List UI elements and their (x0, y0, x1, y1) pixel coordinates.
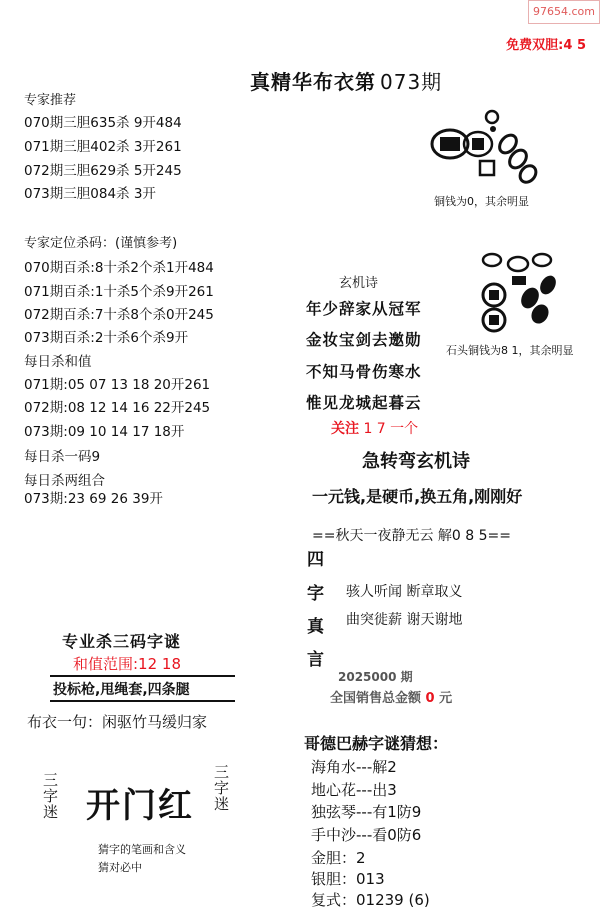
turn-poem-title: 急转弯玄机诗 (362, 451, 470, 472)
goldbach-title: 哥德巴赫字谜猜想： (304, 734, 449, 753)
multi-combo: 复式：01239 (6) (311, 891, 430, 909)
four-char-column: 言 (307, 650, 324, 670)
daily-sum-line: 072期:08 12 14 16 22开245 (24, 400, 211, 416)
position-kill-heading: 专家定位杀码：(谨慎参考) (24, 236, 178, 251)
expert-line: 070期三胆635杀 9开484 (24, 115, 182, 131)
silver-dan: 银胆：013 (311, 870, 385, 888)
sum-range: 和值范围:12 18 (73, 655, 181, 673)
xuanji-line: 金妆宝剑去邀勋 (306, 331, 422, 349)
expert-line: 073期三胆084杀 3开 (24, 186, 156, 202)
follow-label: 关注 (331, 421, 359, 437)
sales-issue: 2025000 期 (338, 670, 413, 684)
riddle-hint: 猜字的笔画和含义 (98, 843, 186, 856)
divider (50, 675, 235, 677)
daily-sum-heading: 每日杀和值 (24, 354, 92, 370)
sales-value: 0 (425, 691, 435, 706)
daily-one-kill: 每日杀一码9 (24, 449, 101, 465)
free-pair-label: 免费双胆:4 5 (506, 38, 586, 53)
gold-dan: 金胆：2 (311, 849, 366, 867)
left-vertical-label: 三字迷 (41, 772, 59, 820)
idiom-row: 曲突徙薪 谢天谢地 (346, 612, 463, 628)
site-watermark: 97654.com (528, 0, 600, 24)
daily-combo-heading: 每日杀两组合 (24, 473, 105, 489)
buyi-line: 布衣一句：闲驱竹马缓归家 (27, 713, 208, 731)
riddle-words: 投标枪,甩绳套,四条腿 (53, 682, 190, 698)
xuanji-line: 不知马骨伤寒水 (306, 363, 422, 381)
turn-poem-line: 一元钱,是硬币,换五角,刚刚好 (312, 487, 523, 506)
position-kill-line: 072期百杀:7十杀8个杀0开245 (24, 307, 214, 323)
goldbach-line: 地心花---出3 (311, 781, 397, 799)
big-riddle-word: 开门红 (86, 786, 194, 826)
picture-caption-2: 石头铜钱为8 1，其余明显 (446, 344, 574, 357)
riddle-hint: 猜对必中 (98, 861, 142, 874)
picture-caption-1: 铜钱为0，其余明显 (434, 195, 529, 208)
daily-combo-line: 073期:23 69 26 39开 (24, 491, 163, 507)
expert-line: 072期三胆629杀 5开245 (24, 163, 182, 179)
expert-line: 071期三胆402杀 3开261 (24, 139, 182, 155)
autumn-line: ==秋天一夜静无云 解0 8 5== (312, 528, 511, 544)
follow-line (331, 418, 418, 438)
divider (50, 700, 235, 702)
stone-coin-picture (478, 250, 568, 335)
xuanji-heading: 玄机诗 (339, 276, 379, 291)
xuanji-line: 年少辞家从冠军 (306, 300, 422, 318)
position-kill-line: 073期百杀:2十杀6个杀9开 (24, 330, 189, 346)
xuanji-line: 惟见龙城起暮云 (306, 394, 422, 412)
follow-value: 1 7 一个 (363, 421, 419, 437)
issue-number: 073期 (380, 70, 443, 94)
title-text: 真精华布衣第 (250, 70, 376, 94)
four-char-column: 字 (307, 584, 324, 604)
sales-total (330, 687, 452, 706)
goldbach-line: 手中沙---看0防6 (311, 826, 422, 844)
four-char-column: 真 (307, 617, 324, 637)
daily-sum-line: 071期:05 07 13 18 20开261 (24, 377, 211, 393)
sales-unit: 元 (439, 691, 453, 706)
coin-riddle-picture (430, 104, 555, 184)
right-vertical-label: 三字迷 (212, 764, 230, 812)
page-title (250, 66, 442, 95)
daily-sum-line: 073期:09 10 14 17 18开 (24, 424, 185, 440)
sales-label: 全国销售总金额 (330, 691, 422, 706)
idiom-row: 骇人听闻 断章取义 (346, 584, 463, 600)
riddle-title: 专业杀三码字谜 (62, 632, 182, 651)
expert-heading: 专家推荐 (24, 93, 77, 108)
four-char-column: 四 (307, 550, 324, 570)
goldbach-line: 海角水---解2 (311, 758, 397, 776)
goldbach-line: 独弦琴---有1防9 (311, 803, 422, 821)
position-kill-line: 070期百杀:8十杀2个杀1开484 (24, 260, 214, 276)
position-kill-line: 071期百杀:1十杀5个杀9开261 (24, 284, 214, 300)
